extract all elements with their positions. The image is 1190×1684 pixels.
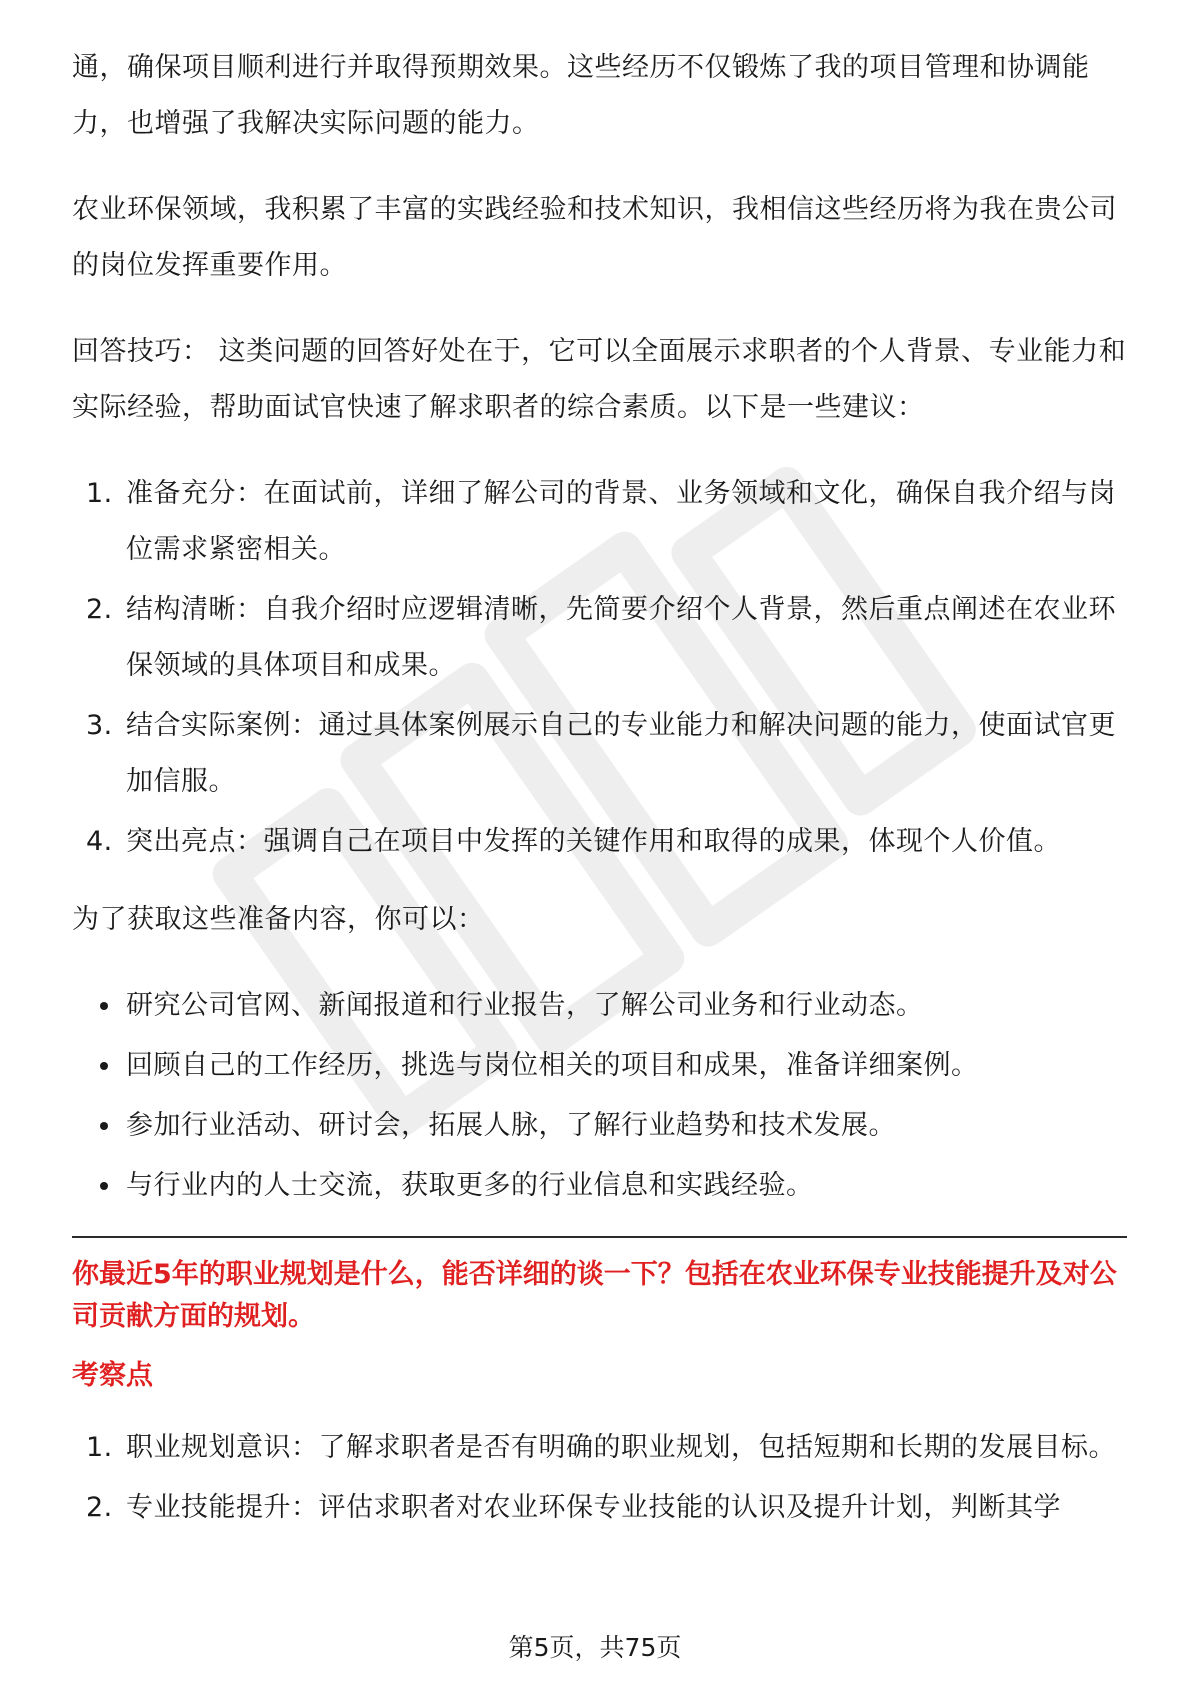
list-item: [72, 1480, 1132, 1536]
assessment-list: [72, 1420, 1132, 1536]
list-item-text: 研究公司官网、新闻报道和行业报告，了解公司业务和行业动态。: [126, 990, 924, 1021]
section-heading-assessment: 考察点: [72, 1360, 153, 1391]
prep-bullet-list: [72, 978, 1132, 1214]
list-item-text: 与行业内的人士交流，获取更多的行业信息和实践经验。: [126, 1170, 814, 1201]
bullet-icon: [100, 1062, 108, 1070]
list-item: [72, 1158, 1132, 1214]
list-item-text: 职业规划意识：了解求职者是否有明确的职业规划，包括短期和长期的发展目标。: [126, 1432, 1116, 1463]
list-item-text: 结构清晰：自我介绍时应逻辑清晰，先简要介绍个人背景，然后重点阐述在农业环保领域的具体项目和成果。: [126, 594, 1116, 681]
list-item: [72, 466, 1132, 578]
paragraph-agri-env-experience: 农业环保领域，我积累了丰富的实践经验和技术知识，我相信这些经历将为我在贵公司的岗位发挥重要作用。: [72, 194, 1117, 281]
list-item: [72, 978, 1132, 1034]
interview-question: 你最近5年的职业规划是什么，能否详细的谈一下？包括在农业环保专业技能提升及对公司贡献方面的规划。: [72, 1259, 1117, 1332]
list-item: [72, 814, 1132, 870]
list-item-text: 突出亮点：强调自己在项目中发挥的关键作用和取得的成果，体现个人价值。: [126, 826, 1061, 857]
list-item: [72, 1098, 1132, 1154]
list-marker: 2.: [86, 1492, 113, 1523]
list-marker: 4.: [86, 826, 113, 857]
bullet-icon: [100, 1122, 108, 1130]
bullet-icon: [100, 1002, 108, 1010]
list-marker: 1.: [86, 478, 113, 509]
list-item: [72, 698, 1132, 810]
list-item: [72, 1420, 1132, 1476]
page-footer: 第5页，共75页: [508, 1633, 682, 1662]
list-marker: 1.: [86, 1432, 113, 1463]
list-item-text: 回顾自己的工作经历，挑选与岗位相关的项目和成果，准备详细案例。: [126, 1050, 979, 1081]
list-marker: 3.: [86, 710, 113, 741]
list-item-text: 专业技能提升：评估求职者对农业环保专业技能的认识及提升计划，判断其学: [126, 1492, 1061, 1523]
list-item-text: 参加行业活动、研讨会，拓展人脉，了解行业趋势和技术发展。: [126, 1110, 896, 1141]
bullet-icon: [100, 1182, 108, 1190]
list-marker: 2.: [86, 594, 113, 625]
list-item: [72, 582, 1132, 694]
list-item: [72, 1038, 1132, 1094]
tips-list: [72, 466, 1132, 870]
paragraph-answer-tips: 回答技巧： 这类问题的回答好处在于，它可以全面展示求职者的个人背景、专业能力和实际经验，帮助面试官快速了解求职者的综合素质。以下是一些建议：: [72, 336, 1127, 423]
list-item-text: 结合实际案例：通过具体案例展示自己的专业能力和解决问题的能力，使面试官更加信服。: [126, 710, 1116, 797]
paragraph-prep-intro: 为了获取这些准备内容，你可以：: [72, 904, 485, 935]
document-content: [72, 40, 1132, 1558]
list-item-text: 准备充分：在面试前，详细了解公司的背景、业务领域和文化，确保自我介绍与岗位需求紧密相关。: [126, 478, 1116, 565]
section-divider: [72, 1236, 1127, 1238]
paragraph-experience-end: 通，确保项目顺利进行并取得预期效果。这些经历不仅锻炼了我的项目管理和协调能力，也增强了我解决实际问题的能力。: [72, 52, 1090, 139]
